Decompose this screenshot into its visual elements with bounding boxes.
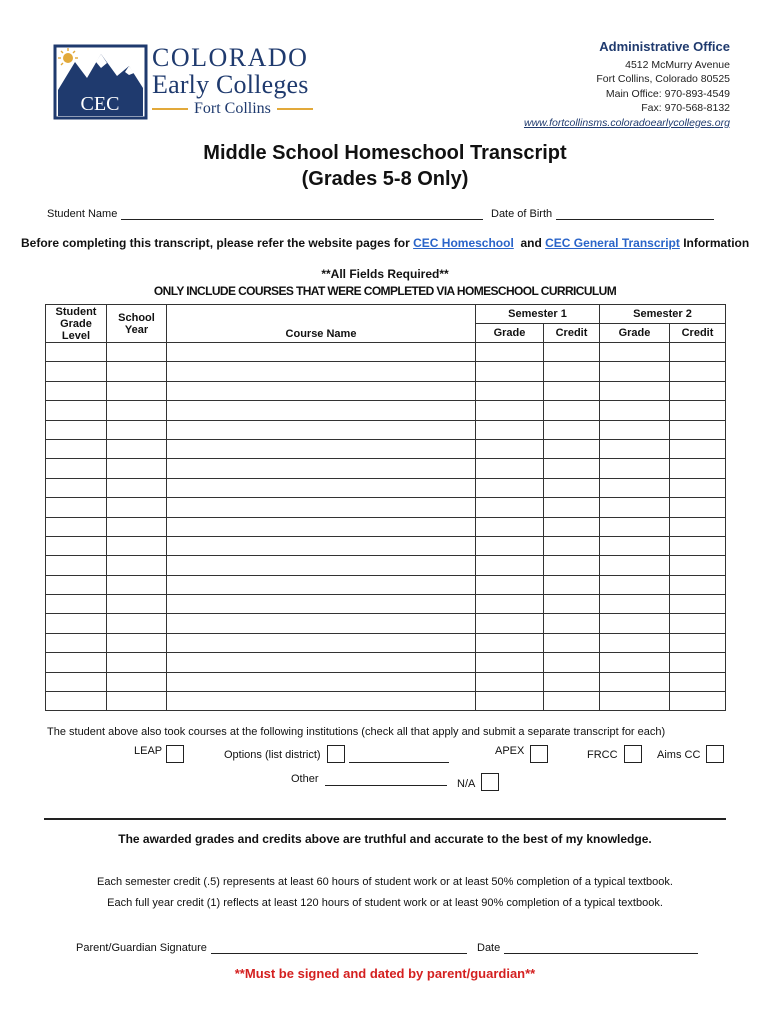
dob-label: Date of Birth [491,208,553,220]
table-cell[interactable] [670,517,726,536]
table-row [46,556,726,575]
col-s1-credit: Credit [544,324,600,343]
student-name-label: Student Name [47,208,118,220]
district-line[interactable] [349,751,449,763]
table-cell[interactable] [46,653,107,672]
apex-option[interactable] [495,745,548,763]
table-cell[interactable] [544,343,600,362]
cec-logo [53,44,148,120]
table-cell[interactable] [476,614,544,633]
table-cell[interactable] [600,556,670,575]
reference-note [21,236,749,250]
table-cell[interactable] [476,459,544,478]
options-label: Options (list district) [224,749,321,761]
table-cell[interactable] [544,517,600,536]
col-s2-grade: Grade [600,324,670,343]
table-cell[interactable] [544,439,600,458]
table-row [46,595,726,614]
table-cell[interactable] [544,653,600,672]
col-student-grade-level: Student Grade Level [46,305,107,343]
table-cell[interactable] [46,420,107,439]
table-cell[interactable] [600,595,670,614]
leap-option[interactable] [134,745,184,763]
table-cell[interactable] [476,672,544,691]
table-cell[interactable] [544,498,600,517]
signature-date-label: Date [477,942,501,954]
brand-line-3: Fort Collins [194,100,271,117]
table-cell[interactable] [476,478,544,497]
table-cell[interactable] [167,614,476,633]
table-cell[interactable] [46,401,107,420]
table-cell[interactable] [107,653,167,672]
table-cell[interactable] [107,439,167,458]
course-table [45,304,726,711]
na-checkbox[interactable] [481,773,499,791]
table-cell[interactable] [167,459,476,478]
leap-checkbox[interactable] [166,745,184,763]
table-cell[interactable] [167,517,476,536]
table-cell[interactable] [167,653,476,672]
office-street: 4512 McMurry Avenue [625,58,730,71]
table-row [46,536,726,555]
table-cell[interactable] [476,381,544,400]
table-cell[interactable] [46,595,107,614]
col-school-year: School Year [107,305,167,343]
table-cell[interactable] [107,692,167,711]
table-cell[interactable] [476,343,544,362]
affirmation-statement: The awarded grades and credits above are truthful and accurate to the best of my knowledge. [118,832,652,846]
semester-credit-explanation: Each semester credit (.5) represents at least 60 hours of student work or at least 50% completion of a typical textbook. [97,876,673,888]
note-suffix: Information [679,236,750,250]
frcc-checkbox[interactable] [624,745,642,763]
table-cell[interactable] [544,362,600,381]
table-cell[interactable] [600,672,670,691]
col-s1-grade: Grade [476,324,544,343]
brand-wordmark [152,44,313,118]
sun-icon [63,53,73,63]
table-cell[interactable] [476,692,544,711]
signature-label: Parent/Guardian Signature [76,942,207,954]
table-cell[interactable] [107,459,167,478]
table-cell[interactable] [600,343,670,362]
table-row [46,614,726,633]
table-cell[interactable] [670,692,726,711]
table-cell[interactable] [107,381,167,400]
table-row [46,420,726,439]
aims-checkbox[interactable] [706,745,724,763]
signature-date-field[interactable] [477,942,698,954]
table-cell[interactable] [670,401,726,420]
note-middle: and [513,236,546,250]
table-cell[interactable] [46,614,107,633]
table-cell[interactable] [670,362,726,381]
table-cell[interactable] [670,653,726,672]
table-cell[interactable] [544,478,600,497]
other-option[interactable] [291,773,447,786]
table-cell[interactable] [46,381,107,400]
table-cell[interactable] [544,459,600,478]
options-checkbox[interactable] [327,745,345,763]
table-cell[interactable] [476,517,544,536]
aims-option[interactable] [657,745,724,763]
table-cell[interactable] [46,692,107,711]
table-cell[interactable] [600,478,670,497]
table-cell[interactable] [544,692,600,711]
table-cell[interactable] [600,381,670,400]
other-line[interactable] [325,774,447,786]
table-cell[interactable] [544,614,600,633]
table-cell[interactable] [167,498,476,517]
signature-line[interactable] [211,942,467,954]
table-row [46,439,726,458]
table-cell[interactable] [46,343,107,362]
na-label: N/A [457,778,476,790]
table-row [46,478,726,497]
table-cell[interactable] [544,575,600,594]
cec-general-transcript-link[interactable]: CEC General Transcript [545,236,680,250]
page-subtitle: (Grades 5-8 Only) [301,168,469,190]
table-cell[interactable] [670,595,726,614]
table-cell[interactable] [46,498,107,517]
table-cell[interactable] [46,478,107,497]
table-cell[interactable] [167,692,476,711]
other-label: Other [291,773,319,785]
table-cell[interactable] [670,556,726,575]
table-cell[interactable] [476,575,544,594]
office-heading: Administrative Office [599,39,730,54]
table-cell[interactable] [167,439,476,458]
table-row [46,692,726,711]
table-row [46,362,726,381]
table-cell[interactable] [107,556,167,575]
table-cell[interactable] [107,536,167,555]
institutions-intro: The student above also took courses at the following institutions (check all that apply and submit a separate transcript for each) [47,726,666,738]
table-cell[interactable] [670,575,726,594]
dob-line[interactable] [556,208,714,220]
table-cell[interactable] [544,672,600,691]
table-cell[interactable] [107,478,167,497]
table-cell[interactable] [600,653,670,672]
table-cell[interactable] [46,633,107,652]
all-fields-required: **All Fields Required** [321,267,449,281]
table-cell[interactable] [167,575,476,594]
table-cell[interactable] [476,362,544,381]
table-cell[interactable] [670,439,726,458]
section-divider [44,818,726,820]
table-row [46,653,726,672]
table-cell[interactable] [600,575,670,594]
aims-label: Aims CC [657,749,701,761]
table-cell[interactable] [107,498,167,517]
office-address [524,40,730,130]
table-cell[interactable] [107,420,167,439]
page-title: Middle School Homeschool Transcript [203,142,567,164]
col-course-name: Course Name [167,305,476,343]
table-cell[interactable] [107,401,167,420]
table-cell[interactable] [46,439,107,458]
frcc-label: FRCC [587,749,618,761]
table-cell[interactable] [476,420,544,439]
table-cell[interactable] [544,536,600,555]
table-cell[interactable] [476,439,544,458]
table-cell[interactable] [670,498,726,517]
office-fax: Fax: 970-568-8132 [641,102,730,114]
table-cell[interactable] [476,653,544,672]
table-cell[interactable] [670,536,726,555]
table-cell[interactable] [46,536,107,555]
frcc-option[interactable] [587,745,642,763]
table-cell[interactable] [670,478,726,497]
table-cell[interactable] [167,401,476,420]
table-cell[interactable] [107,362,167,381]
table-cell[interactable] [600,633,670,652]
table-cell[interactable] [167,556,476,575]
table-cell[interactable] [46,575,107,594]
table-cell[interactable] [46,459,107,478]
table-cell[interactable] [670,633,726,652]
cec-homeschool-link[interactable]: CEC Homeschool [413,236,514,250]
table-cell[interactable] [600,614,670,633]
table-cell[interactable] [476,633,544,652]
table-cell[interactable] [167,633,476,652]
note-prefix: Before completing this transcript, please refer the website pages for [21,236,414,250]
table-cell[interactable] [476,536,544,555]
table-row [46,459,726,478]
must-sign-notice: **Must be signed and dated by parent/guardian** [234,966,536,981]
table-cell[interactable] [107,672,167,691]
options-option[interactable] [224,745,449,763]
table-cell[interactable] [670,459,726,478]
table-cell[interactable] [476,556,544,575]
table-cell[interactable] [544,556,600,575]
table-cell[interactable] [600,498,670,517]
table-cell[interactable] [167,381,476,400]
table-cell[interactable] [107,343,167,362]
apex-label: APEX [495,745,525,757]
table-cell[interactable] [544,401,600,420]
table-cell[interactable] [167,362,476,381]
table-row [46,517,726,536]
table-row [46,381,726,400]
table-cell[interactable] [544,381,600,400]
col-semester-1: Semester 1 [476,305,600,324]
student-name-line[interactable] [121,208,483,220]
table-cell[interactable] [670,672,726,691]
office-city: Fort Collins, Colorado 80525 [596,73,730,85]
table-cell[interactable] [670,614,726,633]
office-phone: Main Office: 970-893-4549 [605,87,730,100]
table-cell[interactable] [600,420,670,439]
table-cell[interactable] [476,595,544,614]
table-cell[interactable] [600,459,670,478]
na-option[interactable] [457,773,499,791]
signature-field[interactable] [76,942,467,954]
table-cell[interactable] [107,633,167,652]
year-credit-explanation: Each full year credit (1) reflects at least 120 hours of student work or at least 90% completion of a typical textbook. [107,897,663,909]
table-cell[interactable] [670,381,726,400]
leap-label: LEAP [134,745,163,757]
student-name-field[interactable] [47,208,483,220]
table-cell[interactable] [544,420,600,439]
table-cell[interactable] [107,517,167,536]
table-cell[interactable] [600,439,670,458]
homeschool-only-notice: ONLY INCLUDE COURSES THAT WERE COMPLETED VIA HOMESCHOOL CURRICULUM [153,284,617,298]
table-cell[interactable] [544,595,600,614]
table-cell[interactable] [46,672,107,691]
table-row [46,401,726,420]
signature-date-line[interactable] [504,942,698,954]
table-cell[interactable] [167,343,476,362]
table-row [46,575,726,594]
table-cell[interactable] [107,595,167,614]
table-cell[interactable] [544,633,600,652]
table-cell[interactable] [167,478,476,497]
col-semester-2: Semester 2 [600,305,726,324]
table-cell[interactable] [167,595,476,614]
office-website-link[interactable]: www.fortcollinsms.coloradoearlycolleges.org [523,116,730,129]
table-cell[interactable] [670,343,726,362]
table-row [46,672,726,691]
brand-line-1: COLORADO [152,43,309,72]
table-cell[interactable] [46,556,107,575]
table-cell[interactable] [167,672,476,691]
table-cell[interactable] [600,692,670,711]
logo-initials: CEC [80,93,120,115]
table-cell[interactable] [600,536,670,555]
table-cell[interactable] [600,362,670,381]
table-cell[interactable] [107,575,167,594]
dob-field[interactable] [491,208,714,220]
brand-line-2: Early Colleges [152,70,309,99]
col-s2-credit: Credit [670,324,726,343]
table-cell[interactable] [167,420,476,439]
table-cell[interactable] [46,362,107,381]
table-cell[interactable] [600,517,670,536]
table-cell[interactable] [670,420,726,439]
table-cell[interactable] [107,614,167,633]
table-row [46,498,726,517]
table-row [46,343,726,362]
table-cell[interactable] [600,401,670,420]
table-row [46,633,726,652]
table-cell[interactable] [46,517,107,536]
table-cell[interactable] [167,536,476,555]
table-cell[interactable] [476,498,544,517]
apex-checkbox[interactable] [530,745,548,763]
table-cell[interactable] [476,401,544,420]
